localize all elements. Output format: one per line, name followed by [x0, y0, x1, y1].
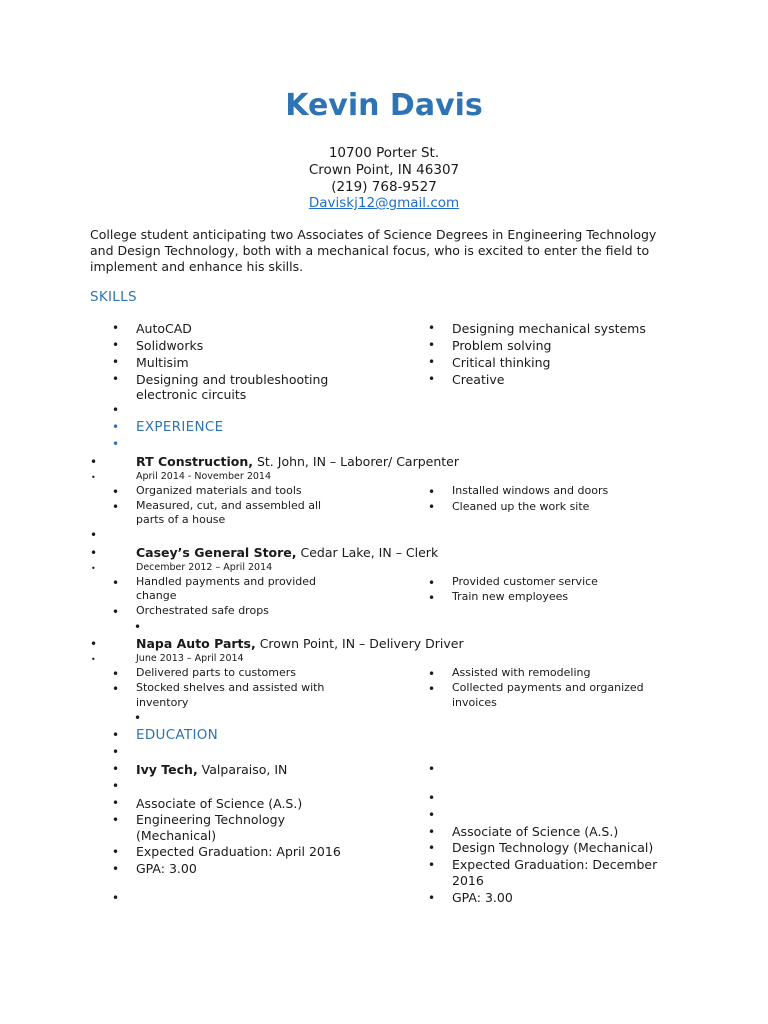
job-dates: April 2014 - November 2014: [136, 471, 271, 482]
bullet: •: [90, 637, 98, 651]
bullet: •: [112, 576, 120, 590]
job-duty-cont: parts of a house: [136, 513, 226, 526]
bullet: •: [428, 682, 436, 696]
job-dates: December 2012 – April 2014: [136, 562, 273, 573]
bullet: •: [112, 355, 120, 369]
skill-item: Problem solving: [452, 338, 552, 353]
bullet: •: [428, 355, 436, 369]
skill-item-cont: electronic circuits: [136, 387, 247, 402]
address-street: 10700 Porter St.: [328, 145, 440, 161]
bullet: •: [112, 485, 120, 499]
job-dates: June 2013 – April 2014: [136, 653, 244, 664]
skill-item: Multisim: [136, 355, 189, 370]
bullet: •: [112, 338, 120, 352]
bullet: •: [428, 825, 436, 839]
skill-item: Solidworks: [136, 338, 204, 353]
job-title-line: [136, 636, 464, 652]
degree-item: Expected Graduation: April 2016: [136, 844, 341, 859]
bullet: •: [112, 862, 120, 876]
job-location-role: Cedar Lake, IN – Clerk: [296, 545, 439, 560]
bullet: •: [428, 372, 436, 386]
bullet: •: [112, 605, 120, 619]
bullet: •: [428, 667, 436, 681]
job-duty: Delivered parts to customers: [136, 666, 297, 679]
job-duty: Handled payments and provided: [136, 575, 316, 588]
bullet: •: [91, 564, 96, 573]
bullet: •: [428, 591, 436, 605]
job-duty: Stocked shelves and assisted with: [136, 681, 325, 694]
skill-item: AutoCAD: [136, 321, 192, 336]
bullet: •: [428, 321, 436, 335]
skill-item: Designing mechanical systems: [452, 321, 646, 336]
bullet: •: [428, 858, 436, 872]
bullet: •: [90, 546, 98, 560]
education-heading: EDUCATION: [136, 727, 219, 743]
bullet: •: [112, 372, 120, 386]
job-duty-cont: invoices: [452, 696, 497, 709]
bullet: •: [112, 762, 120, 776]
summary-text: College student anticipating two Associates of Science Degrees in Engineering Technology and Design Technology, both with a mechanical focus, who is excited to enter the field to implement and enhance his skills.: [90, 227, 657, 274]
job-duty: Organized materials and tools: [136, 484, 302, 497]
job-location-role: St. John, IN – Laborer/ Carpenter: [253, 454, 460, 469]
bullet: •: [112, 420, 120, 434]
empty-bullet: •: [112, 745, 120, 759]
job-title-line: [136, 454, 459, 470]
bullet: •: [112, 813, 120, 827]
experience-heading: EXPERIENCE: [136, 419, 224, 435]
degree-item: Expected Graduation: December: [452, 857, 658, 872]
empty-bullet: •: [428, 791, 436, 805]
bullet: •: [112, 796, 120, 810]
empty-bullet: •: [112, 403, 120, 417]
school-line: [136, 762, 287, 778]
empty-bullet: •: [428, 808, 436, 822]
company-name: RT Construction,: [136, 454, 253, 469]
bullet: •: [428, 338, 436, 352]
empty-bullet: •: [428, 762, 436, 776]
skill-item: Critical thinking: [452, 355, 551, 370]
skills-heading: SKILLS: [90, 289, 137, 305]
phone-number: (219) 768-9527: [331, 179, 437, 195]
bullet: •: [112, 728, 120, 742]
job-title-line: [136, 545, 438, 561]
job-duty: Provided customer service: [452, 575, 598, 588]
empty-bullet: •: [134, 620, 142, 634]
job-duty: Orchestrated safe drops: [136, 604, 269, 617]
bullet: •: [112, 500, 120, 514]
job-location-role: Crown Point, IN – Delivery Driver: [255, 636, 464, 651]
bullet: •: [112, 682, 120, 696]
resume-name: Kevin Davis: [285, 88, 483, 123]
job-duty-cont: change: [136, 589, 177, 602]
bullet: •: [91, 473, 96, 482]
empty-bullet: •: [112, 891, 120, 905]
address-city: Crown Point, IN 46307: [308, 162, 460, 178]
bullet: •: [428, 841, 436, 855]
degree-item: Associate of Science (A.S.): [452, 824, 619, 839]
bullet: •: [428, 576, 436, 590]
empty-bullet: •: [90, 528, 98, 542]
job-duty: Collected payments and organized: [452, 681, 644, 694]
empty-bullet: •: [112, 437, 120, 451]
job-duty: Installed windows and doors: [452, 484, 609, 497]
degree-item: Associate of Science (A.S.): [136, 796, 303, 811]
empty-bullet: •: [112, 779, 120, 793]
company-name: Casey’s General Store,: [136, 545, 297, 560]
skill-item: Designing and troubleshooting: [136, 372, 329, 387]
school-name: Ivy Tech,: [136, 762, 198, 777]
bullet: •: [90, 455, 98, 469]
empty-bullet: •: [134, 711, 142, 725]
job-duty-cont: inventory: [136, 696, 189, 709]
job-duty: Assisted with remodeling: [452, 666, 591, 679]
degree-item-cont: 2016: [452, 873, 484, 888]
degree-item-cont: (Mechanical): [136, 828, 217, 843]
bullet: •: [428, 500, 436, 514]
degree-item: GPA: 3.00: [136, 861, 197, 876]
email-link[interactable]: Daviskj12@gmail.com: [308, 195, 460, 211]
bullet: •: [91, 655, 96, 664]
degree-item: GPA: 3.00: [452, 890, 513, 905]
school-location: Valparaiso, IN: [197, 762, 288, 777]
bullet: •: [428, 485, 436, 499]
email-row: [0, 195, 768, 211]
degree-item: Design Technology (Mechanical): [452, 840, 654, 855]
company-name: Napa Auto Parts,: [136, 636, 256, 651]
job-duty: Train new employees: [452, 590, 569, 603]
bullet: •: [428, 891, 436, 905]
bullet: •: [112, 845, 120, 859]
skill-item: Creative: [452, 372, 505, 387]
job-duty: Cleaned up the work site: [452, 500, 590, 513]
bullet: •: [112, 321, 120, 335]
bullet: •: [112, 667, 120, 681]
job-duty: Measured, cut, and assembled all: [136, 499, 322, 512]
degree-item: Engineering Technology: [136, 812, 285, 827]
